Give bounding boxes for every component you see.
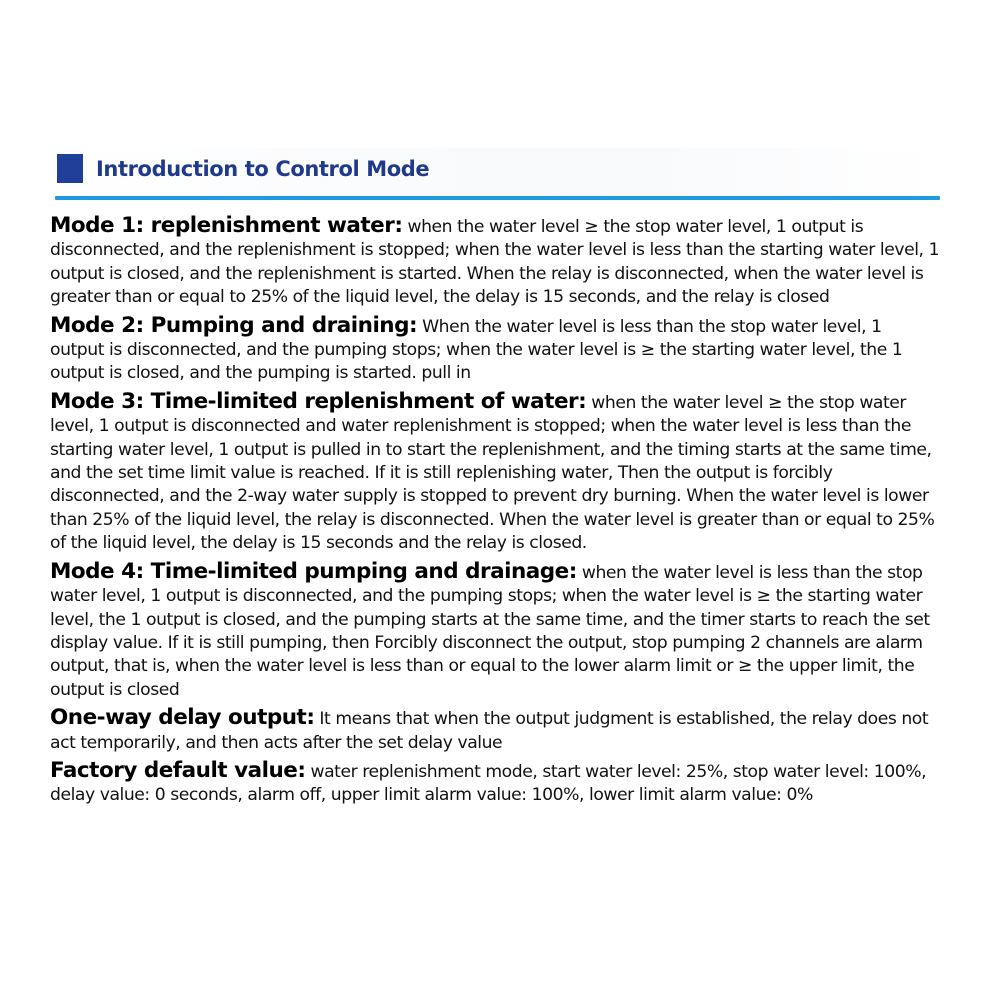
mode-2-title: Mode 2: Pumping and draining: [50,312,418,338]
header-divider [55,196,940,200]
factory-default-paragraph [50,759,940,808]
factory-default-text: water replenishment mode, start water level: 25%, stop water level: 100%, delay value: 0 seconds, alarm off, upper limit alarm value: 100%, lower limit alarm value: 0% [50,761,927,806]
delay-output-text: It means that when the output judgment is established, the relay does not act temporarily, and then acts after the set delay value [50,709,929,753]
factory-default-title: Factory default value: [50,757,306,783]
section-title: Introduction to Control Mode [96,157,430,181]
section-header [55,148,940,196]
mode-2-paragraph [50,314,940,386]
mode-3-paragraph [50,390,940,556]
square-bullet-icon [57,154,83,183]
mode-4-paragraph [50,560,940,702]
mode-3-text: when the water level ≥ the stop water level, 1 output is disconnected and water replenishment is stopped; when the water level is less than the starting water level, 1 output is pulled in to start the replenishment, and the timing starts at the same time, and the set time limit value is reached. If it is still replenishing water, Then the output is forcibly disconnected, and the 2-way water supply is stopped to prevent dry burning. When the water level is lower than 25% of the liquid level, the relay is disconnected. When the water level is greater than or equal to 25% of the liquid level, the delay is 15 seconds and the relay is closed. [50,392,935,554]
mode-1-text: when the water level ≥ the stop water level, 1 output is disconnected, and the replenishment is stopped; when the water level is less than the starting water level, 1 output is closed, and the replenishment is started. When the relay is disconnected, when the water level is greater than or equal to 25% of the liquid level, the delay is 15 seconds, and the relay is closed [50,217,940,308]
mode-2-text: When the water level is less than the stop water level, 1 output is disconnected, and the pumping stops; when the water level is ≥ the starting water level, the 1 output is closed, and the pumping is started. pull in [50,316,903,384]
mode-3-title: Mode 3: Time-limited replenishment of water: [50,388,587,414]
delay-output-title: One-way delay output: [50,705,315,731]
mode-1-paragraph [50,214,940,310]
delay-output-paragraph [50,706,940,755]
mode-4-title: Mode 4: Time-limited pumping and drainage: [50,558,577,584]
mode-4-text: when the water level is less than the stop water level, 1 output is disconnected, and the pumping stops; when the water level is ≥ the starting water level, the 1 output is closed, and the pumping starts at the same time, and the timer starts to reach the set display value. If it is still pumping, then Forcibly disconnect the output, stop pumping 2 channels are alarm output, that is, when the water level is less than or equal to the lower alarm limit or ≥ the upper limit, the output is closed [50,562,930,700]
mode-1-title: Mode 1: replenishment water: [50,213,403,238]
mode-descriptions [50,214,940,812]
